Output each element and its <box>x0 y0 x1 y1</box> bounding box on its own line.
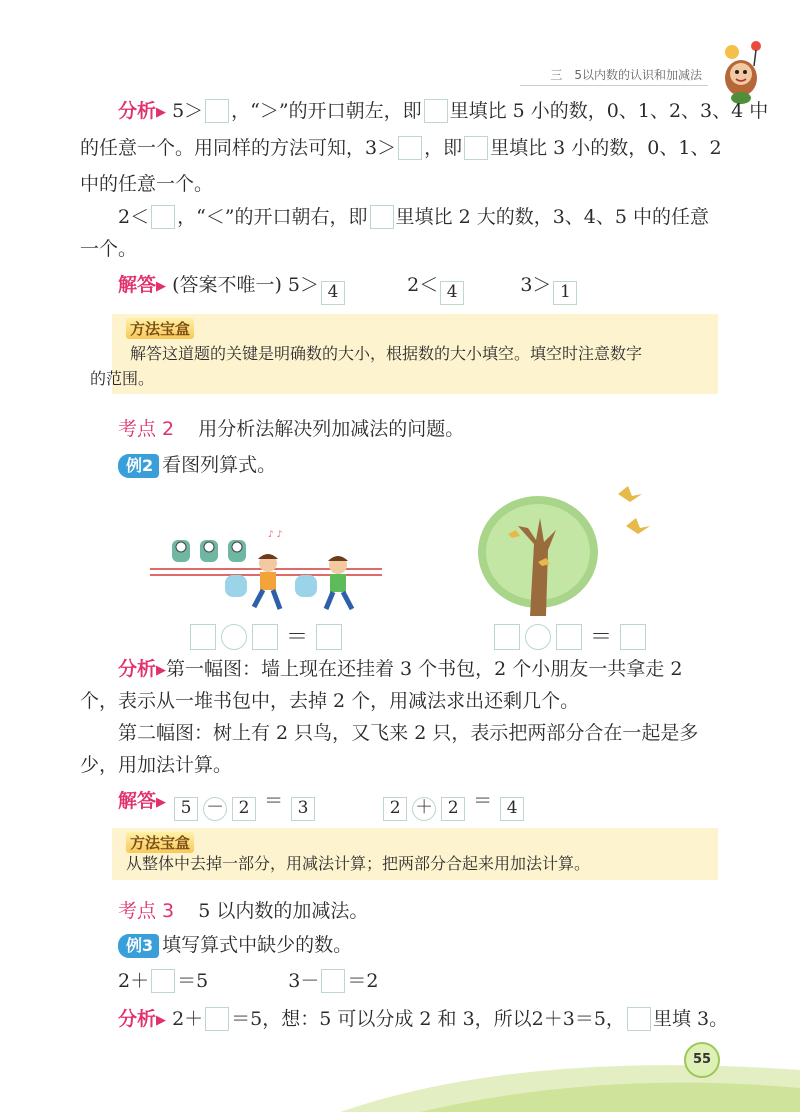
illustration-schoolbags <box>150 525 382 615</box>
page-number: 55 <box>692 1052 712 1067</box>
blank-box <box>151 969 175 993</box>
analysis-2-line-3: 第二幅图：树上有 2 只鸟，又飞来 2 只，表示把两部分合在一起是多 <box>118 722 699 744</box>
answer-label: 解答▶ <box>118 274 167 296</box>
answer-box: 4 <box>321 281 345 305</box>
example-3-analysis: 分析▶ 2＋ ＝5，想：5 可以分成 2 和 3，所以2＋3＝5， 里填 3。 <box>118 1008 729 1030</box>
footer-wave <box>0 1030 800 1112</box>
blank-box <box>494 624 520 650</box>
analysis-2-line-1: 分析▶第一幅图：墙上现在还挂着 3 个书包，2 个小朋友一共拿走 2 <box>118 658 683 680</box>
blank-box <box>627 1007 651 1031</box>
chapter-header <box>550 66 702 83</box>
mascot-icon <box>716 40 766 106</box>
example-tag: 例3 <box>118 934 159 958</box>
triangle-marker-icon: ▶ <box>156 795 167 810</box>
blank-circle <box>525 624 551 650</box>
equation-template-2: ＝ <box>492 620 648 651</box>
analysis-2-line-2: 个，表示从一堆书包中，去掉 2 个，用减法求出还剩几个。 <box>80 690 580 712</box>
analysis-line-5: 一个。 <box>80 238 138 260</box>
page-number-badge <box>684 1042 720 1078</box>
triangle-marker-icon: ▶ <box>156 105 167 120</box>
example-3-questions: 2＋ ＝5 3－ ＝2 <box>118 970 379 992</box>
method-text-2: 的范围。 <box>90 369 155 388</box>
method-title: 方法宝盒 <box>126 832 194 853</box>
chapter-title: 三 5以内数的认识和加减法 <box>550 68 702 82</box>
example-text: 填写算式中缺少的数。 <box>162 934 353 956</box>
blank-box <box>398 136 422 160</box>
method-box-1 <box>90 314 718 394</box>
blank-box <box>205 1007 229 1031</box>
example-text: 看图列算式。 <box>162 454 277 476</box>
analysis-paragraph-1: 分析▶ 5＞ ，“＞”的开口朝左，即 里填比 5 小的数，0、1、2、3、4 中 <box>118 100 769 122</box>
tree-icon <box>478 496 598 616</box>
blank-box <box>556 624 582 650</box>
child-icon <box>254 554 280 609</box>
blank-box <box>190 624 216 650</box>
kaodian-3-heading <box>118 898 368 924</box>
analysis-line-2: 的任意一个。用同样的方法可知，3＞ ，即 里填比 3 小的数，0、1、2 <box>80 137 722 159</box>
blank-box <box>620 624 646 650</box>
analysis-label: 分析▶ <box>118 1008 167 1030</box>
method-text-1: 解答这道题的关键是明确数的大小，根据数的大小填空。填空时注意数字 <box>130 344 643 363</box>
child-icon <box>326 556 352 609</box>
illustration-tree-birds <box>478 484 668 616</box>
blank-box <box>464 136 488 160</box>
example-3-heading <box>118 932 352 958</box>
kaodian-title: 5 以内数的加减法。 <box>198 900 369 922</box>
analysis-line-4: 2＜ ，“＜”的开口朝右，即 里填比 2 大的数，3、4、5 中的任意 <box>118 206 710 228</box>
blank-box <box>205 99 229 123</box>
blank-box <box>321 969 345 993</box>
example-tag: 例2 <box>118 454 159 478</box>
equation-template-1: ＝ <box>188 620 344 651</box>
answer-2-line: 解答▶ 5 － 2 ＝ 3 2 ＋ 2 ＝ 4 <box>118 788 526 821</box>
kaodian-label: 考点 3 <box>118 900 175 922</box>
blank-box <box>424 99 448 123</box>
answer-box: 1 <box>553 281 577 305</box>
analysis-label: 分析▶ <box>118 658 167 680</box>
analysis-label: 分析▶ <box>118 100 167 122</box>
blank-box <box>252 624 278 650</box>
kaodian-2-heading <box>118 416 464 442</box>
triangle-marker-icon: ▶ <box>156 1013 167 1028</box>
triangle-marker-icon: ▶ <box>156 663 167 678</box>
method-title: 方法宝盒 <box>126 318 194 339</box>
header-rule <box>520 85 708 86</box>
kaodian-title: 用分析法解决列加减法的问题。 <box>198 418 465 440</box>
example-2-heading <box>118 452 276 478</box>
analysis-2-line-4: 少，用加法计算。 <box>80 754 233 776</box>
blank-box <box>316 624 342 650</box>
svg-text:♪ ♪: ♪ ♪ <box>268 530 283 540</box>
blank-box <box>151 205 175 229</box>
answer-line-1: 解答▶ (答案不唯一) 5＞ 4 2＜ 4 3＞ 1 <box>118 272 579 305</box>
method-text-1: 从整体中去掉一部分，用减法计算；把两部分合起来用加法计算。 <box>126 854 591 873</box>
blank-box <box>370 205 394 229</box>
triangle-marker-icon: ▶ <box>156 279 167 294</box>
schoolbag-icon <box>172 540 246 562</box>
answer-box: 4 <box>440 281 464 305</box>
answer-label: 解答▶ <box>118 790 167 812</box>
kaodian-label: 考点 2 <box>118 418 175 440</box>
blank-circle <box>221 624 247 650</box>
method-box-2 <box>112 828 718 880</box>
analysis-line-3: 中的任意一个。 <box>80 173 214 195</box>
